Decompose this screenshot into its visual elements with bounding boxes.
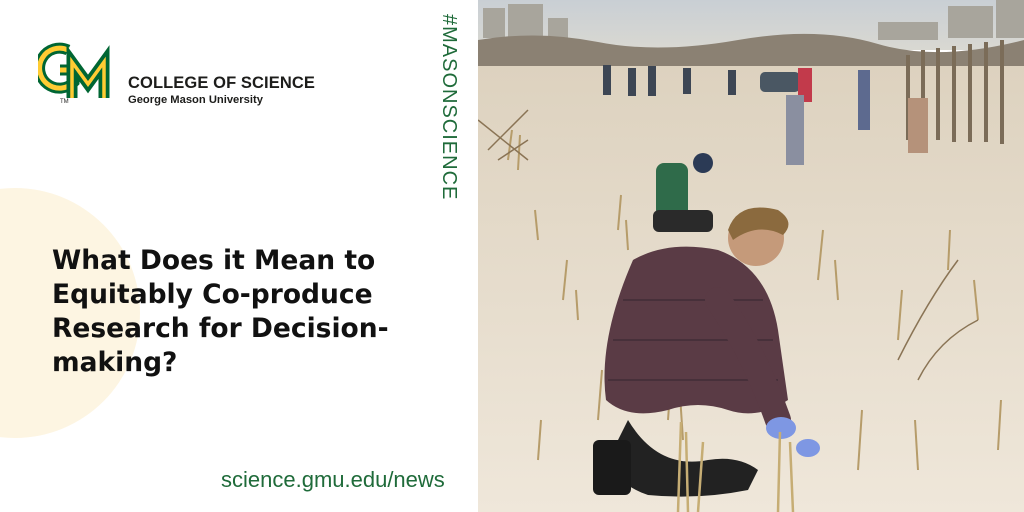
left-panel bbox=[0, 0, 478, 512]
college-label: COLLEGE OF SCIENCE bbox=[128, 74, 315, 92]
university-label: George Mason University bbox=[128, 94, 263, 106]
headline: What Does it Mean to Equitably Co-produce Research for Decision-making? bbox=[52, 245, 389, 378]
hashtag: #MASONSCIENCE bbox=[438, 14, 460, 201]
news-url-link[interactable]: science.gmu.edu/news bbox=[221, 467, 445, 492]
photo-image bbox=[478, 0, 1024, 512]
logo-wordmark bbox=[128, 74, 315, 107]
gmu-logo-icon bbox=[38, 40, 120, 104]
logo-trademark: TM bbox=[60, 99, 69, 104]
